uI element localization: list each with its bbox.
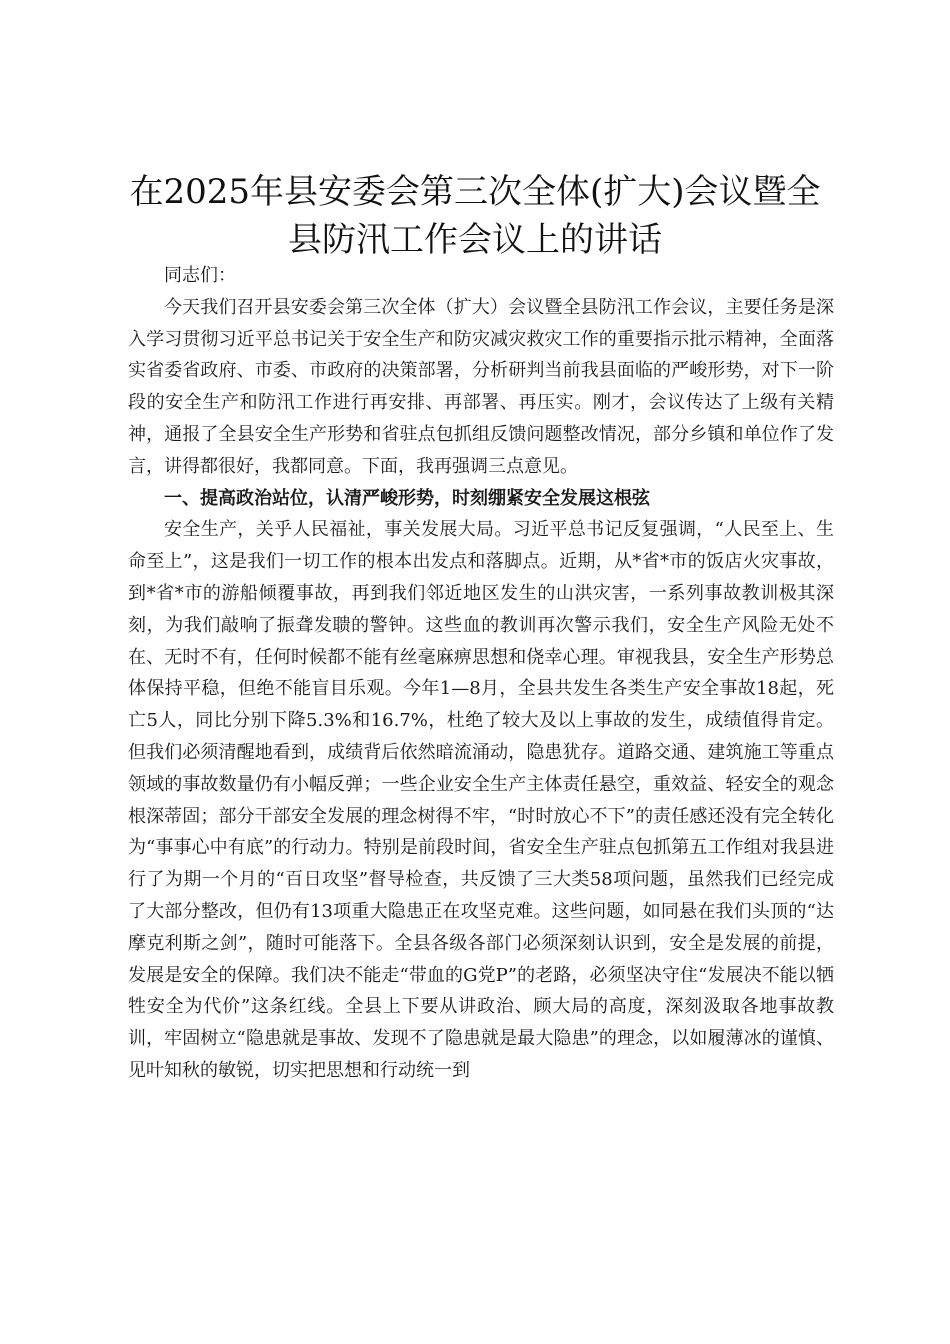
document-body	[128, 260, 834, 1087]
paragraph-section-1: 安全生产，关乎人民福祉，事关发展大局。习近平总书记反复强调，“人民至上、生命至上”，这是我们一切工作的根本出发点和落脚点。近期，从*省*市的饭店火灾事故，到*省*市的游船倾覆事故，再到我们邻近地区发生的山洪灾害，一系列事故教训极其深刻，为我们敲响了振聋发聩的警钟。这些血的教训再次警示我们，安全生产风险无处不在、无时不有，任何时候都不能有丝毫麻痹思想和侥幸心理。审视我县，安全生产形势总体保持平稳，但绝不能盲目乐观。今年1—8月，全县共发生各类生产安全事故18起，死亡5人，同比分别下降5.3%和16.7%，杜绝了较大及以上事故的发生，成绩值得肯定。但我们必须清醒地看到，成绩背后依然暗流涌动，隐患犹存。道路交通、建筑施工等重点领域的事故数量仍有小幅反弹；一些企业安全生产主体责任悬空，重效益、轻安全的观念根深蒂固；部分干部安全发展的理念树得不牢，“时时放心不下”的责任感还没有完全转化为“事事心中有底”的行动力。特别是前段时间，省安全生产驻点包抓第五工作组对我县进行了为期一个月的“百日攻坚”督导检查，共反馈了三大类58项问题，虽然我们已经完成了大部分整改，但仍有13项重大隐患正在攻坚克难。这些问题，如同悬在我们头顶的“达摩克利斯之剑”，随时可能落下。全县各级各部门必须深刻认识到，安全是发展的前提，发展是安全的保障。我们决不能走“带血的G党P”的老路，必须坚决守住“发展决不能以牺牲安全为代价”这条红线。全县上下要从讲政治、顾大局的高度，深刻汲取各地事故教训，牢固树立“隐患就是事故、发现不了隐患就是最大隐患”的理念，以如履薄冰的谨慎、见叶知秋的敏锐，切实把思想和行动统一到	[128, 519, 834, 1081]
section-1-heading: 一、提高政治站位，认清严峻形势，时刻绷紧安全发展这根弦	[164, 487, 650, 509]
document-title-line-1: 在2025年县安委会第三次全体(扩大)会议暨全	[129, 172, 821, 212]
paragraph-intro: 今天我们召开县安委会第三次全体（扩大）会议暨全县防汛工作会议，主要任务是深入学习贯彻习近平总书记关于安全生产和防灾减灾救灾工作的重要指示批示精神，全面落实省委省政府、市委、市政府的决策部署，分析研判当前我县面临的严峻形势，对下一阶段的安全生产和防汛工作进行再安排、再部署、再压实。刚才，会议传达了上级有关精神，通报了全县安全生产形势和省驻点包抓组反馈问题整改情况，部分乡镇和单位作了发言，讲得都很好，我都同意。下面，我再强调三点意见。	[128, 296, 834, 477]
salutation: 同志们：	[164, 265, 236, 286]
document-title-line-2: 县防汛工作会议上的讲话	[288, 220, 662, 260]
